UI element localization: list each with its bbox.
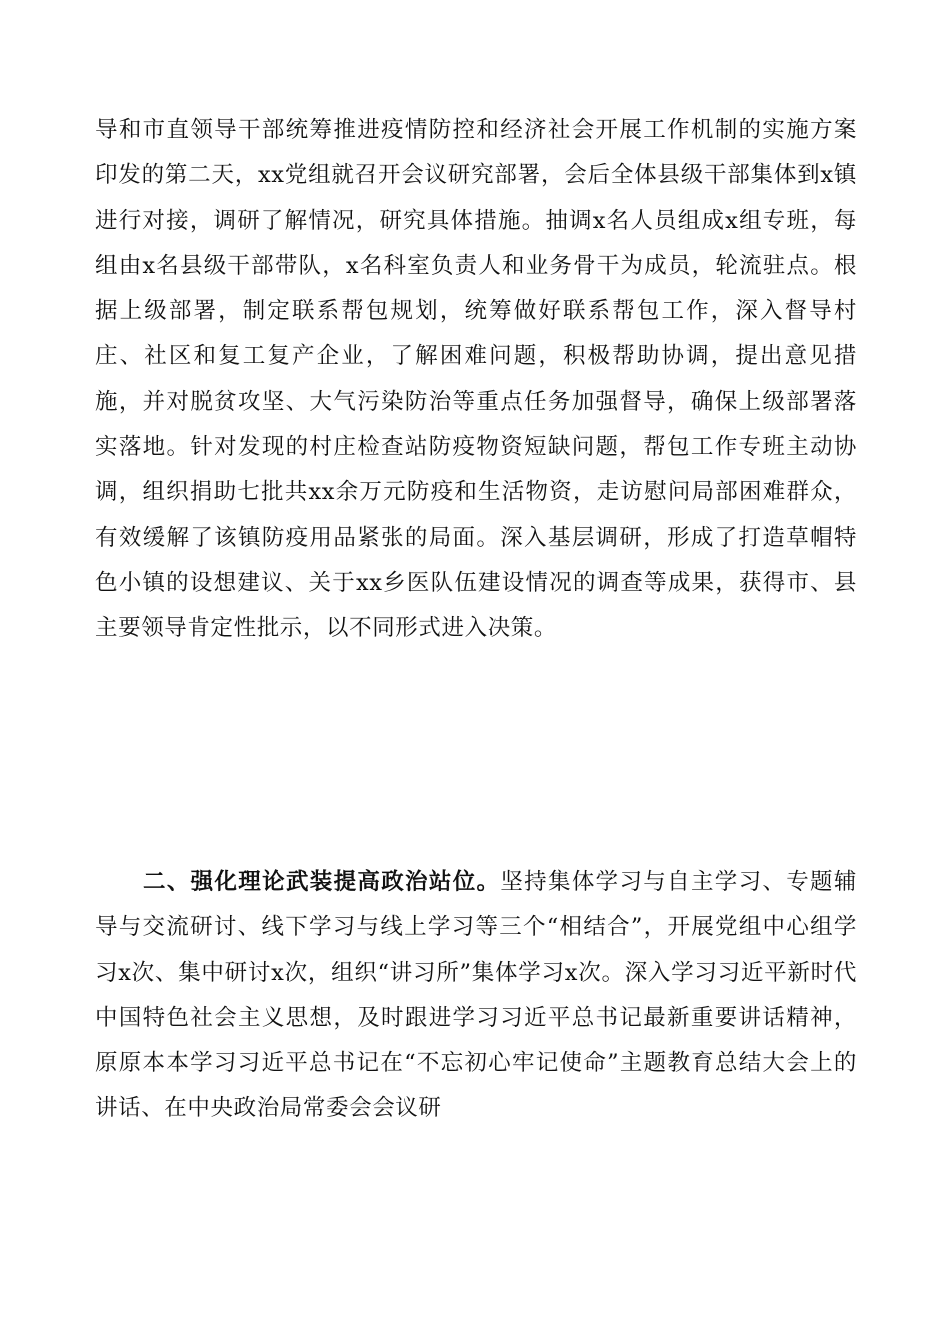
section-body-2: 坚持集体学习与自主学习、专题辅导与交流研讨、线下学习与线上学习等三个“相结合”，开展党组中心组学习x次、集中研讨x次，组织“讲习所”集体学习x次。深入学习习近平新时代中国特色社会主义思想，及时跟进学习习近平总书记最新重要讲话精神，原原本本学习习近平总书记在“不忘初心牢记使命”主题教育总结大会上的讲话、在中央政治局常委会会议研	[95, 869, 857, 1122]
body-paragraph-2	[95, 860, 857, 1132]
section-heading-2: 二、强化理论武装提高政治站位。	[143, 869, 501, 895]
body-paragraph-1: 导和市直领导干部统筹推进疫情防控和经济社会开展工作机制的实施方案印发的第二天，xx党组就召开会议研究部署，会后全体县级干部集体到x镇进行对接，调研了解情况，研究具体措施。抽调x名人员组成x组专班，每组由x名县级干部带队，x名科室负责人和业务骨干为成员，轮流驻点。根据上级部署，制定联系帮包规划，统筹做好联系帮包工作，深入督导村庄、社区和复工复产企业，了解困难问题，积极帮助协调，提出意见措施，并对脱贫攻坚、大气污染防治等重点任务加强督导，确保上级部署落实落地。针对发现的村庄检查站防疫物资短缺问题，帮包工作专班主动协调，组织捐助七批共xx余万元防疫和生活物资，走访慰问局部困难群众，有效缓解了该镇防疫用品紧张的局面。深入基层调研，形成了打造草帽特色小镇的设想建议、关于xx乡医队伍建设情况的调查等成果，获得市、县主要领导肯定性批示，以不同形式进入决策。	[95, 117, 857, 642]
